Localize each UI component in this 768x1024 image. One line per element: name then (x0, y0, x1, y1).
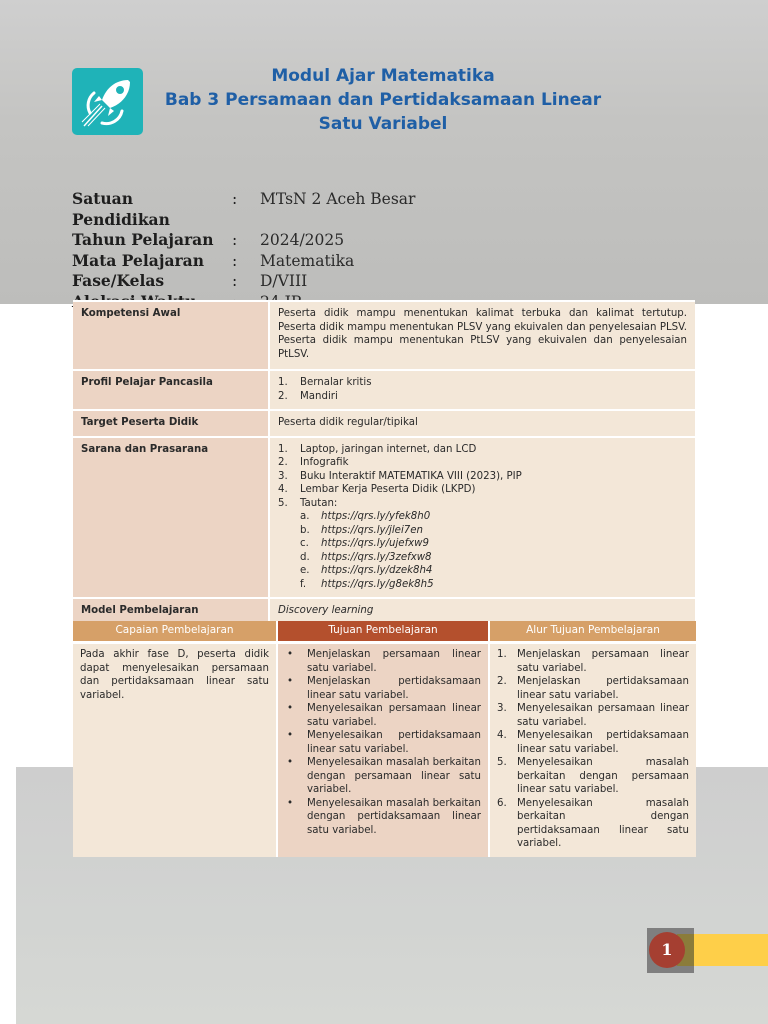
info-row-satuan (72, 189, 415, 230)
link-url[interactable]: https://qrs.ly/3zefxw8 (321, 551, 432, 563)
row-value (270, 371, 695, 409)
info-row-tahun (72, 230, 415, 251)
list-text: Laptop, jaringan internet, dan LCD (300, 443, 477, 455)
info-value: 2024/2025 (260, 231, 345, 249)
rocket-icon (72, 68, 143, 135)
row-value: Peserta didik mampu menentukan kalimat terbuka dan kalimat tertutup. Peserta didik mampu menentukan PLSV yang ekuivalen dan penyelesaian PLSV. Peserta didik mampu menentukan PtLSV yang ekuivalen dan penyelesaian PtLSV. (270, 302, 695, 369)
list-text: Menyelesaikan masalah berkaitan dengan persamaan linear satu variabel. (517, 757, 689, 795)
info-label: Tahun Pelajaran (72, 230, 214, 249)
list-number: 1. (278, 443, 288, 455)
row-value: Peserta didik regular/tipikal (270, 411, 695, 436)
link-url[interactable]: https://qrs.ly/ujefxw9 (321, 538, 429, 549)
list-number: 1. (497, 649, 507, 660)
list-item (497, 797, 689, 851)
list-text: Menjelaskan persamaan linear satu variabel. (517, 649, 689, 674)
bullet: • (287, 797, 294, 809)
link-item (300, 524, 687, 538)
row-profil-pancasila (73, 371, 695, 409)
list-number: 3. (278, 470, 288, 482)
link-url[interactable]: https://qrs.ly/g8ek8h5 (321, 578, 434, 590)
title-line-1: Modul Ajar Matematika (271, 66, 495, 86)
row-target-peserta (73, 411, 695, 436)
row-value: Discovery learning (270, 599, 695, 624)
title-line-3: Satu Variabel (318, 114, 448, 134)
identity-info (72, 189, 415, 312)
module-details-table (73, 300, 695, 626)
list-item (278, 390, 687, 404)
list-text: Menyelesaikan masalah berkaitan dengan pertidaksamaan linear satu variabel. (307, 797, 481, 836)
row-label: Sarana dan Prasarana (73, 438, 270, 598)
list-item (497, 756, 689, 797)
info-colon: : (232, 251, 238, 270)
row-value (270, 438, 695, 598)
info-row-fase (72, 271, 415, 292)
info-colon: : (232, 272, 238, 290)
list-text: Menyelesaikan masalah berkaitan dengan persamaan linear satu variabel. (307, 757, 481, 795)
list-item (497, 702, 689, 729)
info-value: D/VIII (260, 272, 308, 290)
info-value: MTsN 2 Aceh Besar (260, 190, 416, 208)
list-item (278, 483, 687, 497)
document-title (150, 64, 616, 136)
list-item (278, 376, 687, 390)
list-text: Menjelaskan pertidaksamaan linear satu variabel. (517, 676, 689, 701)
list-item (285, 797, 481, 838)
row-label: Profil Pelajar Pancasila (73, 371, 270, 409)
alur-cell (490, 644, 696, 857)
list-item (278, 443, 687, 457)
list-item (497, 675, 689, 702)
list-text: Menyelesaikan masalah berkaitan dengan pertidaksamaan linear satu variabel. (517, 797, 689, 849)
list-number: 5. (278, 497, 288, 509)
info-label: Mata Pelajaran (72, 250, 204, 270)
profil-list (278, 376, 687, 403)
list-letter: d. (300, 551, 310, 563)
alur-list (497, 648, 689, 851)
link-url[interactable]: https://qrs.ly/yfek8h0 (321, 511, 431, 522)
list-number: 4. (497, 730, 507, 741)
list-number: 3. (497, 703, 507, 714)
list-text: Menjelaskan persamaan linear satu variabel. (307, 649, 481, 674)
info-colon: : (232, 231, 238, 249)
row-sarana-prasarana (73, 438, 695, 598)
list-text: Tautan: (300, 497, 338, 509)
list-letter: c. (300, 538, 309, 549)
page-number: 1 (649, 932, 685, 968)
link-item (300, 578, 687, 592)
list-number: 2. (497, 676, 507, 687)
sarana-list (278, 443, 687, 511)
row-label: Target Peserta Didik (73, 411, 270, 436)
list-text: Menyelesaikan persamaan linear satu variabel. (517, 703, 689, 728)
list-text: Buku Interaktif MATEMATIKA VIII (2023), PIP (300, 470, 522, 482)
list-item (285, 675, 481, 702)
bullet: • (287, 676, 294, 687)
row-model-pembelajaran (73, 599, 695, 624)
list-item (278, 456, 687, 470)
link-item (300, 510, 687, 524)
list-number: 6. (497, 797, 507, 809)
list-number: 2. (278, 390, 288, 402)
list-text: Menyelesaikan persamaan linear satu variabel. (307, 703, 481, 728)
link-item (300, 564, 687, 578)
list-text: Bernalar kritis (300, 377, 372, 388)
header-capaian: Capaian Pembelajaran (73, 621, 278, 644)
link-url[interactable]: https://qrs.ly/dzek8h4 (321, 565, 433, 576)
bullet: • (287, 730, 294, 741)
list-letter: e. (300, 565, 310, 576)
list-text: Menyelesaikan pertidaksamaan linear satu variabel. (517, 730, 689, 755)
row-kompetensi-awal (73, 302, 695, 369)
list-text: Menjelaskan pertidaksamaan linear satu variabel. (307, 676, 481, 701)
info-label: Satuan Pendidikan (72, 189, 170, 229)
list-item (285, 702, 481, 729)
bullet: • (287, 703, 294, 714)
list-item (278, 470, 687, 484)
table-body-row (73, 644, 696, 857)
list-item (497, 648, 689, 675)
list-number: 1. (278, 377, 288, 388)
list-letter: b. (300, 524, 310, 536)
info-value: Matematika (260, 251, 355, 270)
list-number: 5. (497, 757, 507, 768)
tujuan-cell (278, 644, 490, 857)
list-item (285, 729, 481, 756)
list-text: Infografik (300, 457, 349, 468)
header-tujuan: Tujuan Pembelajaran (278, 621, 490, 644)
list-letter: f. (300, 578, 307, 590)
row-label: Model Pembelajaran (73, 599, 270, 624)
learning-objectives-table (73, 621, 696, 857)
list-number: 4. (278, 484, 288, 495)
list-number: 2. (278, 457, 288, 468)
info-row-mapel (72, 251, 415, 272)
header-alur: Alur Tujuan Pembelajaran (490, 621, 696, 644)
list-text: Menyelesaikan pertidaksamaan linear satu variabel. (307, 730, 481, 755)
row-label: Kompetensi Awal (73, 302, 270, 369)
list-item (497, 729, 689, 756)
list-letter: a. (300, 511, 310, 522)
list-item (285, 648, 481, 675)
capaian-cell: Pada akhir fase D, peserta didik dapat menyelesaikan persamaan dan pertidaksamaan linear satu variabel. (73, 644, 278, 857)
link-item (300, 537, 687, 551)
info-label: Fase/Kelas (72, 271, 165, 290)
link-item (300, 551, 687, 565)
bullet: • (287, 649, 294, 660)
link-url[interactable]: https://qrs.ly/jlei7en (321, 524, 423, 536)
table-header-row (73, 621, 696, 644)
list-item (285, 756, 481, 797)
tujuan-list (285, 648, 481, 837)
bullet: • (287, 757, 294, 768)
list-text: Lembar Kerja Peserta Didik (LKPD) (300, 484, 476, 495)
list-text: Mandiri (300, 390, 338, 402)
title-line-2: Bab 3 Persamaan dan Pertidaksamaan Linear (164, 90, 602, 110)
link-list (278, 510, 687, 591)
info-colon: : (232, 190, 238, 208)
list-item (278, 497, 687, 511)
